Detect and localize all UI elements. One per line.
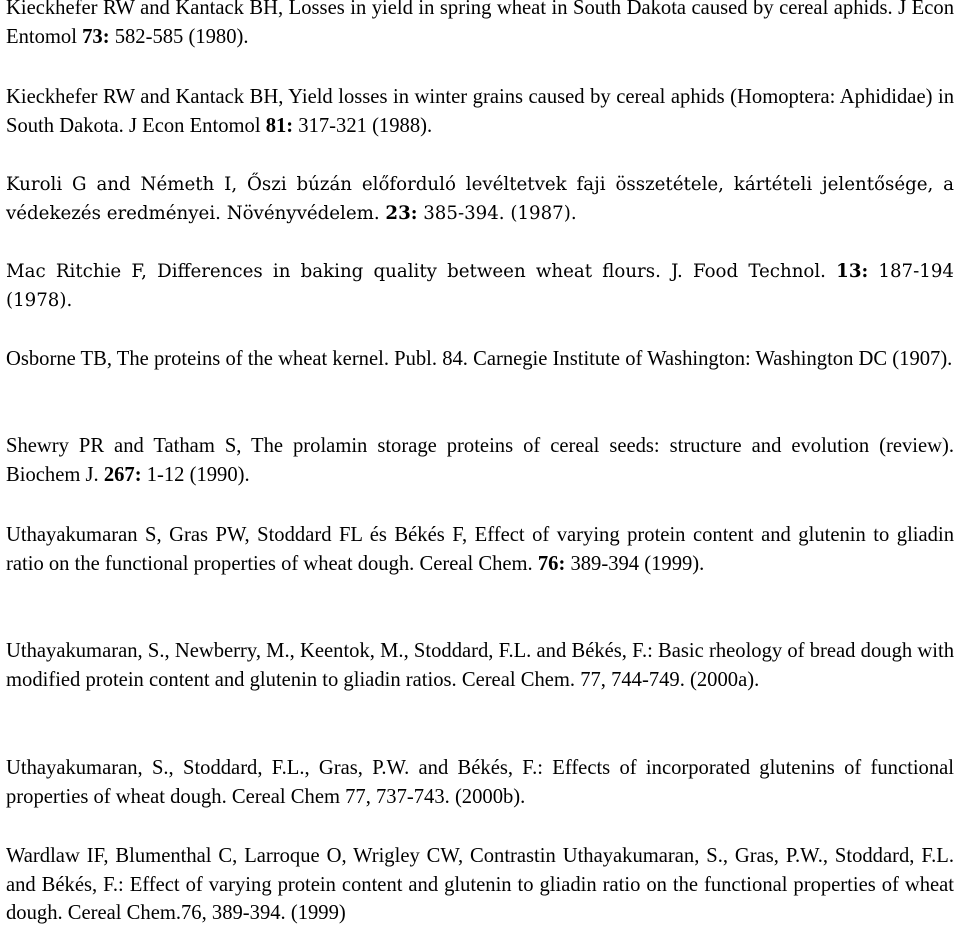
reference-text: Mac Ritchie F, Differences in baking quality between wheat flours. J. Food Technol. [6,261,837,282]
reference-volume: 267: [103,463,142,486]
reference-pages-year: 389-394 (1999). [565,552,705,575]
reference-pages-year: 582-585 (1980). [109,25,249,48]
reference-volume: 81: [265,114,294,137]
reference-item [6,842,954,928]
reference-text: Kieckhefer RW and Kantack BH, Yield losses in winter grains caused by cereal aphids (Homoptera: Aphididae) in South Dakota. J Econ Entomol [6,86,954,137]
reference-volume: 73: [82,25,110,48]
reference-item [6,83,954,140]
reference-pages-year: 187-194 (1978). [6,261,954,311]
reference-item [6,0,954,51]
reference-volume: 13: [836,261,869,282]
reference-text: Shewry PR and Tatham S, The prolamin storage proteins of cereal seeds: structure and evolution (review). Biochem J. [6,435,954,486]
reference-item [6,345,954,374]
reference-pages-year: 317-321 (1988). [293,114,433,137]
reference-text: Uthayakumaran, S., Newberry, M., Keentok, M., Stoddard, F.L. and Békés, F.: Basic rheology of bread dough with modified protein content and glutenin to gliadin ratios. Cereal Chem. 77, 744-749. (2000a). [6,640,954,691]
reference-text: Kuroli G and Németh I, Őszi búzán előforduló levéltetvek faji összetétele, kártételi jelentősége, a védekezés eredményei. Növényvédelem. [6,174,954,224]
reference-text: Uthayakumaran S, Gras PW, Stoddard FL és Békés F, Effect of varying protein content and glutenin to gliadin ratio on the functional properties of wheat dough. Cereal Chem. [6,524,954,575]
reference-pages-year: 385-394. (1987). [417,202,577,224]
reference-item [6,432,954,489]
reference-text: Osborne TB, The proteins of the wheat kernel. Publ. 84. Carnegie Institute of Washington: Washington DC (1907). [6,348,953,370]
reference-item [6,637,954,694]
reference-item [6,754,954,811]
reference-item [6,171,954,228]
reference-item [6,258,954,315]
reference-text: Wardlaw IF, Blumenthal C, Larroque O, Wrigley CW, Contrastin Uthayakumaran, S., Gras, P.W., Stoddard, F.L. and Békés, F.: Effect of varying protein content and glutenin to gliadin ratio on the functional properties of wheat dough. Cereal Chem.76, 389-394. (1999) [6,845,954,924]
reference-pages-year: 1-12 (1990). [141,463,250,486]
reference-text: Kieckhefer RW and Kantack BH, Losses in yield in spring wheat in South Dakota caused by cereal aphids. J Econ Entomol [6,0,954,48]
reference-item [6,521,954,578]
reference-volume: 76: [537,552,566,575]
reference-text: Uthayakumaran, S., Stoddard, F.L., Gras, P.W. and Békés, F.: Effects of incorporated glutenins of functional properties of wheat dough. Cereal Chem 77, 737-743. (2000b). [6,757,954,808]
reference-volume: 23: [385,202,418,224]
